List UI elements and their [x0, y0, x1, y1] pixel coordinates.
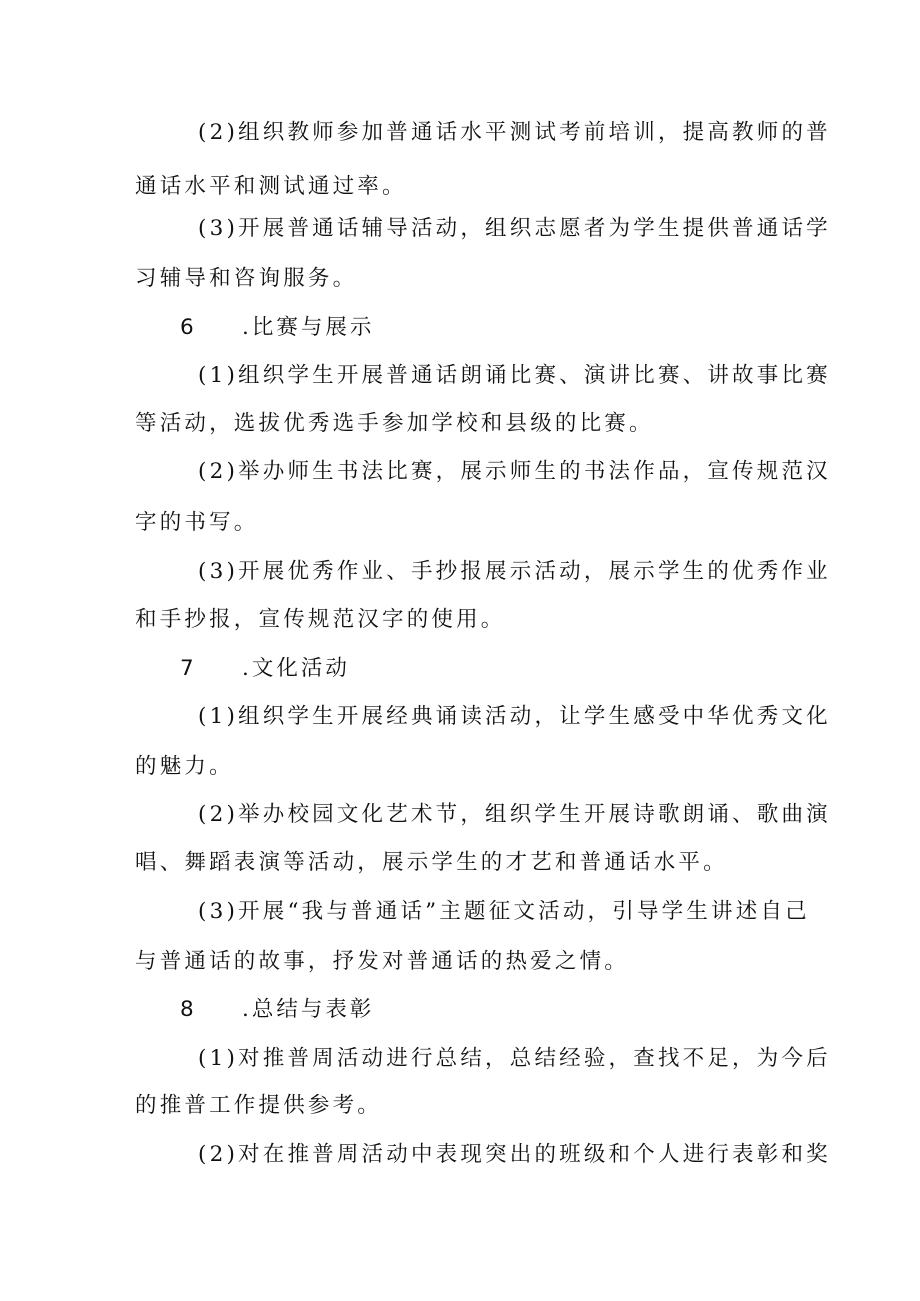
paragraph-line: (2)举办校园文化艺术节，组织学生开展诗歌朗诵、歌曲演 — [198, 802, 831, 827]
section-heading — [180, 313, 374, 343]
paragraph-line: 等活动，选拔优秀选手参加学校和县级的比赛。 — [135, 411, 654, 436]
section-number: 8 — [180, 997, 194, 1022]
section-heading — [180, 654, 350, 684]
paragraph-line: 习辅导和咨询服务。 — [135, 266, 358, 291]
paragraph-line: (3)开展普通话辅导活动，组织志愿者为学生提供普通话学 — [198, 216, 831, 241]
paragraph-line: 的魅力。 — [135, 754, 234, 779]
paragraph-line: 与普通话的故事，抒发对普通话的热爱之情。 — [135, 949, 630, 974]
paragraph-line: (2)举办师生书法比赛，展示师生的书法作品，宣传规范汉 — [198, 459, 831, 484]
paragraph-line: 唱、舞蹈表演等活动，展示学生的才艺和普通话水平。 — [135, 850, 728, 875]
paragraph-line: (3)开展“我与普通话”主题征文活动，引导学生讲述自己 — [198, 899, 810, 924]
paragraph-line: (1)组织学生开展普通话朗诵比赛、演讲比赛、讲故事比赛 — [198, 363, 831, 388]
paragraph-line: 的推普工作提供参考。 — [135, 1093, 383, 1118]
section-number: 7 — [180, 656, 194, 681]
section-title: .总结与表彰 — [242, 997, 375, 1022]
section-title: .文化活动 — [242, 656, 350, 681]
paragraph-line: (3)开展优秀作业、手抄报展示活动，展示学生的优秀作业 — [198, 559, 831, 584]
paragraph-line: (1)对推普周活动进行总结，总结经验，查找不足，为今后 — [198, 1046, 831, 1071]
paragraph-line: 通话水平和测试通过率。 — [135, 174, 407, 199]
section-title: .比赛与展示 — [242, 315, 375, 340]
paragraph-line: (1)组织学生开展经典诵读活动，让学生感受中华优秀文化 — [198, 704, 831, 729]
section-heading — [180, 995, 374, 1025]
paragraph-line: (2)对在推普周活动中表现突出的班级和个人进行表彰和奖 — [198, 1142, 831, 1167]
section-number: 6 — [180, 315, 194, 340]
paragraph-line: (2)组织教师参加普通话水平测试考前培训，提高教师的普 — [198, 120, 831, 145]
paragraph-line: 字的书写。 — [135, 510, 259, 535]
paragraph-line: 和手抄报，宣传规范汉字的使用。 — [135, 607, 506, 632]
